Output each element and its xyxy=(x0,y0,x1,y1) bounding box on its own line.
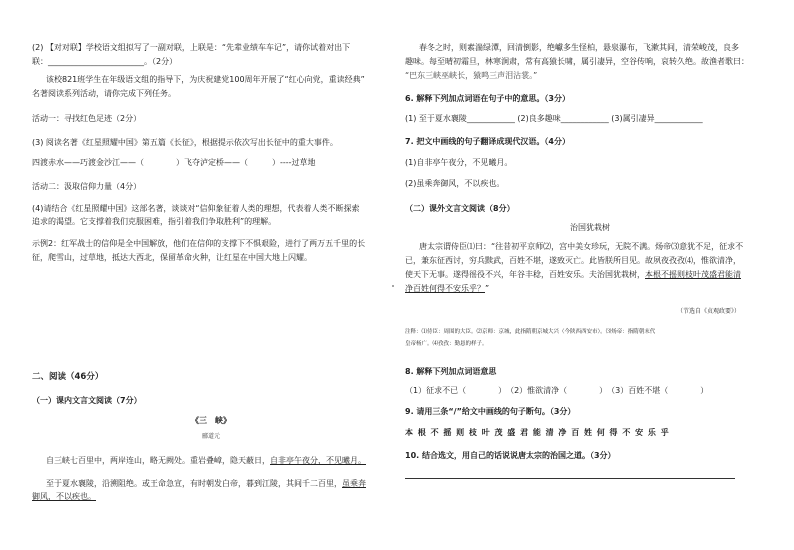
poem-author: 郦道元 xyxy=(201,433,220,440)
spring-winter-line2: 趣味。每至晴初霜旦，林寒涧肃，常有高猿长啸，属引凄异，空谷传响，哀转久绝。故渔者歌曰： xyxy=(405,57,749,66)
q6-heading: 6. 解释下列加点词语在句子中的意思。（3分） xyxy=(405,94,570,103)
text-line1: 唐太宗谓侍臣⑴曰：“往昔初平京师⑵，宫中美女珍玩，无院不满。炀帝⑶意犹不足，征求不 xyxy=(419,242,744,251)
intro-line2: 名著阅读系列活动，请你完成下列任务。 xyxy=(32,89,176,98)
q3-text: (3) 阅读名著《红星照耀中国》第五篇《长征》，根据提示依次写出长征中的重大事件。 xyxy=(32,138,338,147)
q7-item1: (1)自非亭午夜分，不见曦月。 xyxy=(405,158,513,167)
p1-text: 自三峡七百里中，两岸连山，略无阙处。重岩叠嶂，隐天蔽日， xyxy=(46,456,270,465)
q2-couplet-line2: 联：________________________。（2分） xyxy=(32,57,178,66)
sub2-heading: （二）课外文言文阅读（8分） xyxy=(405,204,515,213)
poem-paragraph2-line1 xyxy=(46,478,366,489)
text-title: 治国犹栽树 xyxy=(570,223,610,232)
section2-heading: 二、阅读（46分） xyxy=(32,372,104,382)
q4-line1: (4)请结合《红星照耀中国》这部名著，谈谈对“信仰象征着人类的理想，代表着人类不断探索 xyxy=(32,204,360,213)
poem-title: 《三 峡》 xyxy=(191,416,231,425)
long-march-route: 四渡赤水——巧渡金沙江——（ ）飞夺泸定桥——（ ）----过草地 xyxy=(32,158,316,167)
q9-characters: 本 根 不 摇 则 枝 叶 茂 盛 君 能 清 净 百 姓 何 得 不 安 乐 乎 xyxy=(405,428,670,437)
t3-underlined: 本根不摇则枝叶茂盛君能清 xyxy=(645,270,741,279)
notes-line2: 皇帝杨广。⑷孜孜：勤恳的样子。 xyxy=(405,341,488,347)
intro-line1: 该校821班学生在年级语文组的指导下，为庆祝建党100周年开展了“红心向党，重读经典” xyxy=(46,75,365,84)
q6-items: (1) 至于夏水襄陵____________ (2)良多趣味____________ (3)属引凄异____________ xyxy=(405,114,703,123)
q10-heading: 10. 结合选文，用自己的话说说唐太宗的治国之道。（3分） xyxy=(405,451,616,460)
example-line2: 征，爬雪山，过草地，抵达大西北，保留革命火种，让红星在中国大地上闪耀。 xyxy=(32,253,312,262)
q8-items: （1）征求不已（ ） （2）惟欲清净（ ） （3）百姓不堪（ ） xyxy=(405,386,709,395)
q9-heading: 9. 请用三条“/”给文中画线的句子断句。（3分） xyxy=(405,407,576,416)
source-note: （节选自《贞观政要》） xyxy=(677,308,741,315)
text-line2: 已，兼东征西讨，穷兵黩武，百姓不堪，遂致灭亡。此皆朕所目见。故夙夜孜孜⑷，惟欲清净， xyxy=(405,256,741,265)
t4-close-quote: ” xyxy=(485,284,490,293)
q8-heading: 8. 解释下列加点词语意思 xyxy=(405,367,497,376)
poem-paragraph2-line2: 御风，不以疾也。 xyxy=(32,492,96,501)
notes-line1: 注释：⑴侍臣：周围的大臣。⑵京师：京城，此指隋朝京城大兴（今陕西西安市）。⑶炀帝：指隋朝末代 xyxy=(405,329,656,335)
q10-answer-line xyxy=(405,478,735,479)
activity1-heading: 活动一：寻找红色足迹（2分） xyxy=(32,114,142,123)
q7-heading: 7. 把文中画线的句子翻译成现代汉语。（4分） xyxy=(405,137,570,146)
t3-text: 使天下无事。遂得徭役不兴，年谷丰稔，百姓安乐。夫治国犹栽树， xyxy=(405,270,645,279)
q2-couplet-line1: (2) 【对对联】学校语文组拟写了一副对联，上联是：“先辈业绩车车记”，请你试着对出下 xyxy=(32,43,351,52)
text-line4 xyxy=(405,283,489,294)
q4-line2: 追求的渴望。它支撑着我们克服困难，指引着我们争取胜利”的理解。 xyxy=(32,217,277,226)
text-line3 xyxy=(405,269,741,280)
stray-dot xyxy=(392,285,394,287)
example-line1: 示例2：红军战士的信仰是全中国解放，他们在信仰的支撑下不惧艰险，进行了两万五千里的长 xyxy=(32,239,366,248)
spring-winter-line3: “巴东三峡巫峡长，猿鸣三声泪沾裳。” xyxy=(405,71,538,80)
p2-underlined-start: 虽乘奔 xyxy=(342,479,366,488)
p1-underlined: 自非亭午夜分，不见曦月。 xyxy=(270,456,366,465)
activity2-heading: 活动二：汲取信仰力量（4分） xyxy=(32,182,142,191)
poem-paragraph1 xyxy=(46,455,366,466)
spring-winter-line1: 春冬之时，则素湍绿潭，回清倒影，绝巘多生怪柏，悬泉瀑布，飞漱其间，清荣峻茂，良多 xyxy=(419,43,739,52)
q7-item2: (2)虽乘奔御风，不以疾也。 xyxy=(405,179,505,188)
sub1-heading: （一）课内文言文阅读（7分） xyxy=(32,396,142,405)
t4-underlined: 净百姓何得不安乐乎？ xyxy=(405,284,485,293)
p2-text: 至于夏水襄陵，沿溯阻绝。或王命急宣，有时朝发白帝，暮到江陵，其间千二百里， xyxy=(46,479,342,488)
